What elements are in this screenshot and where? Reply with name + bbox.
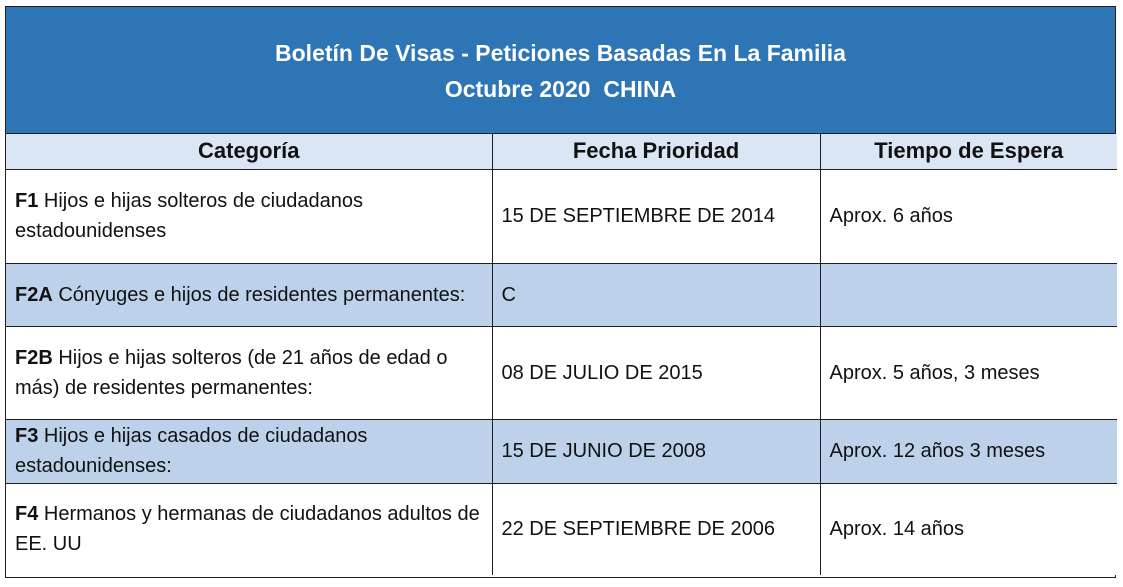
category-description: Hermanos y hermanas de ciudadanos adultos de EE. UU [15, 503, 480, 556]
wait-time-cell: Aprox. 5 años, 3 meses [820, 326, 1117, 419]
wait-time-cell: Aprox. 14 años [820, 483, 1117, 575]
table-row-f1 [6, 169, 1117, 263]
category-description: Cónyuges e hijos de residentes permanentes: [52, 283, 466, 306]
priority-date-cell: 22 DE SEPTIEMBRE DE 2006 [492, 483, 820, 575]
category-cell [6, 419, 492, 483]
table-row-f2b [6, 326, 1117, 419]
category-cell [6, 326, 492, 419]
header-fecha-prioridad: Fecha Prioridad [492, 134, 820, 169]
table-row-f4 [6, 483, 1117, 575]
category-description: Hijos e hijas solteros de ciudadanos estadounidenses [15, 190, 363, 242]
wait-time-cell [820, 263, 1117, 326]
priority-date-cell: 15 DE JUNIO DE 2008 [492, 419, 820, 483]
category-cell [6, 169, 492, 263]
wait-time-cell: Aprox. 12 años 3 meses [820, 419, 1117, 483]
header-tiempo-espera: Tiempo de Espera [820, 134, 1117, 169]
category-description: Hijos e hijas solteros (de 21 años de edad o más) de residentes permanentes: [15, 346, 448, 399]
title-banner [6, 7, 1115, 134]
table-row-f2a [6, 263, 1117, 326]
visa-bulletin-table [6, 134, 1117, 575]
category-cell [6, 263, 492, 326]
title-line-2: Octubre 2020 CHINA [444, 76, 677, 102]
priority-date-cell: 15 DE SEPTIEMBRE DE 2014 [492, 169, 820, 263]
category-code: F1 [15, 190, 39, 212]
category-cell [6, 483, 492, 575]
category-description: Hijos e hijas casados de ciudadanos estadounidenses: [15, 425, 368, 477]
visa-bulletin-table-container [5, 6, 1116, 578]
category-code: F2A [15, 283, 53, 306]
title-line-1: Boletín De Visas - Peticiones Basadas En La Familia [275, 40, 846, 66]
table-header-row [6, 134, 1117, 169]
category-code: F4 [15, 503, 39, 526]
category-code: F2B [15, 346, 53, 369]
table-row-f3 [6, 419, 1117, 483]
priority-date-cell: 08 DE JULIO DE 2015 [492, 326, 820, 419]
wait-time-cell: Aprox. 6 años [820, 169, 1117, 263]
priority-date-cell: C [492, 263, 820, 326]
category-code: F3 [15, 425, 39, 447]
header-categoria: Categoría [6, 134, 492, 169]
